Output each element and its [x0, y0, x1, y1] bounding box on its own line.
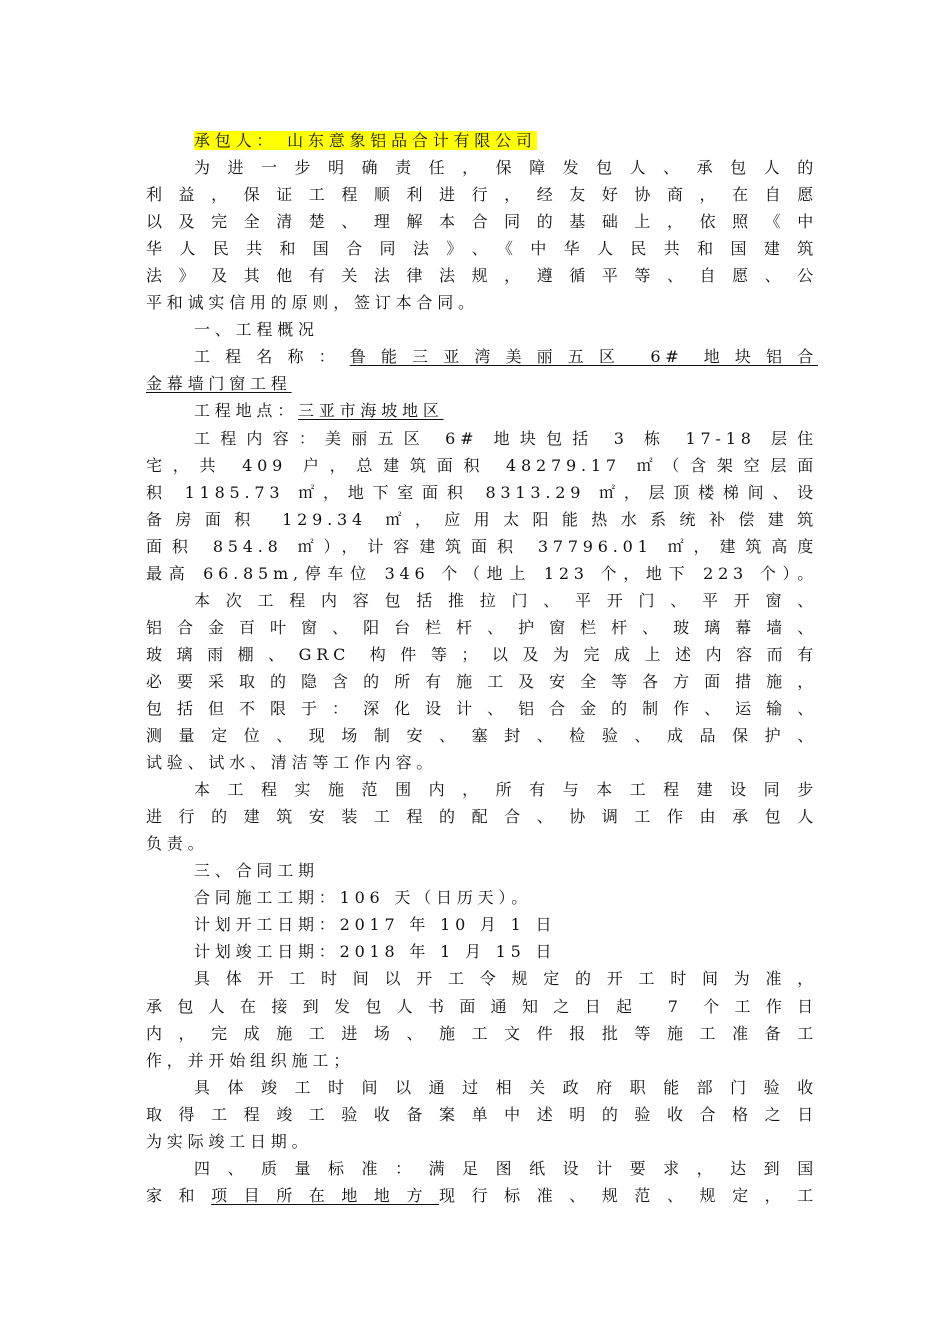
end-note-line: 具体竣工时间以通过相关政府职能部门验收 [194, 1077, 818, 1097]
content-line: 宅，共 409 户，总建筑面积 48279.17 ㎡（含架空层面 [146, 455, 818, 475]
content-line: 最高 66.85m,停车位 346 个（地上 123 个，地下 223 个）。 [146, 563, 818, 583]
scope-line: 玻璃雨棚、GRC 构件等；以及为完成上述内容而有 [146, 644, 818, 664]
contract-body [146, 127, 818, 1209]
scope-line: 测量定位、现场制安、塞封、检验、成品保护、 [146, 726, 818, 746]
project-name-label: 工程名称： [194, 347, 350, 367]
intro-line: 利益，保证工程顺利进行，经友好协商，在自愿 [146, 185, 818, 205]
start-note-line: 内，完成施工进场、施工文件报批等施工准备工 [146, 1023, 818, 1043]
scope-line: 必要采取的隐含的所有施工及安全等各方面措施， [146, 671, 818, 691]
content-line: 工程内容：美丽五区 6# 地块包括 3 栋 17-18 层住 [194, 428, 818, 448]
end-note-line: 取得工程竣工验收备案单中述明的验收合格之日 [146, 1104, 818, 1124]
quality-text-c: 现行标准、规范、规定，工 [439, 1185, 818, 1205]
quality-text-a: 家和 [146, 1185, 212, 1205]
project-location-value: 三亚市海坡地区 [298, 401, 444, 421]
contractor-label: 承包人： [194, 131, 278, 150]
coordination-line: 本工程实施范围内，所有与本工程建设同步 [194, 780, 818, 800]
project-name-value-2: 金幕墙门窗工程 [146, 374, 292, 394]
end-note-line: 为实际竣工日期。 [146, 1131, 313, 1151]
intro-line: 平和诚实信用的原则，签订本合同。 [146, 293, 479, 313]
intro-line: 以及完全清楚、理解本合同的基础上，依照《中 [146, 212, 818, 232]
start-note-line: 承包人在接到发包人书面通知之日起 7 个工作日 [146, 996, 818, 1016]
project-name-line-2 [146, 370, 818, 397]
scope-line: 铝合金百叶窗、阳台栏杆、护窗栏杆、玻璃幕墙、 [146, 617, 818, 637]
content-line: 面积 854.8 ㎡），计容建筑面积 37796.01 ㎡，建筑高度 [146, 536, 818, 556]
scope-line: 包括但不限于：深化设计、铝合金的制作、运输、 [146, 698, 818, 718]
project-name-line [146, 343, 818, 370]
project-location-label: 工程地点： [194, 401, 299, 421]
intro-line: 华人民共和国合同法》、《中华人民共和国建筑 [146, 239, 818, 259]
quality-line-2 [146, 1182, 818, 1209]
duration-line: 合同施工工期：106 天（日历天）。 [194, 888, 533, 908]
contractor-line [146, 127, 818, 154]
section3-title: 三、合同工期 [194, 861, 319, 881]
start-date-line: 计划开工日期：2017 年 10 月 1 日 [194, 915, 557, 935]
intro-line: 法》及其他有关法律法规，遵循平等、自愿、公 [146, 266, 818, 286]
content-line: 积 1185.73 ㎡，地下室面积 8313.29 ㎡，层顶楼梯间、设 [146, 482, 818, 502]
coordination-line: 进行的建筑安装工程的配合、协调工作由承包人 [146, 807, 818, 827]
coordination-line: 负责。 [146, 834, 209, 854]
content-line: 备房面积 129.34 ㎡，应用太阳能热水系统补偿建筑 [146, 509, 818, 529]
quality-line: 四、质量标准：满足图纸设计要求，达到国 [194, 1158, 818, 1178]
quality-text-underlined: 项目所在地地方 [211, 1185, 440, 1205]
project-location-line [146, 397, 818, 424]
scope-line: 试验、试水、清洁等工作内容。 [146, 753, 438, 773]
section1-title: 一、工程概况 [194, 320, 319, 340]
project-name-value: 鲁能三亚湾美丽五区 6# 地块铝合 [349, 347, 818, 367]
end-date-line: 计划竣工日期：2018 年 1 月 15 日 [194, 942, 557, 962]
start-note-line: 作，并开始组织施工； [146, 1050, 355, 1070]
scope-line: 本次工程内容包括推拉门、平开门、平开窗、 [194, 590, 818, 610]
contractor-name: 山东意象铝品合计有限公司 [287, 131, 537, 150]
intro-line: 为进一步明确责任，保障发包人、承包人的 [194, 158, 818, 178]
start-note-line: 具体开工时间以开工令规定的开工时间为准， [194, 969, 818, 989]
contractor-highlight [194, 131, 537, 150]
